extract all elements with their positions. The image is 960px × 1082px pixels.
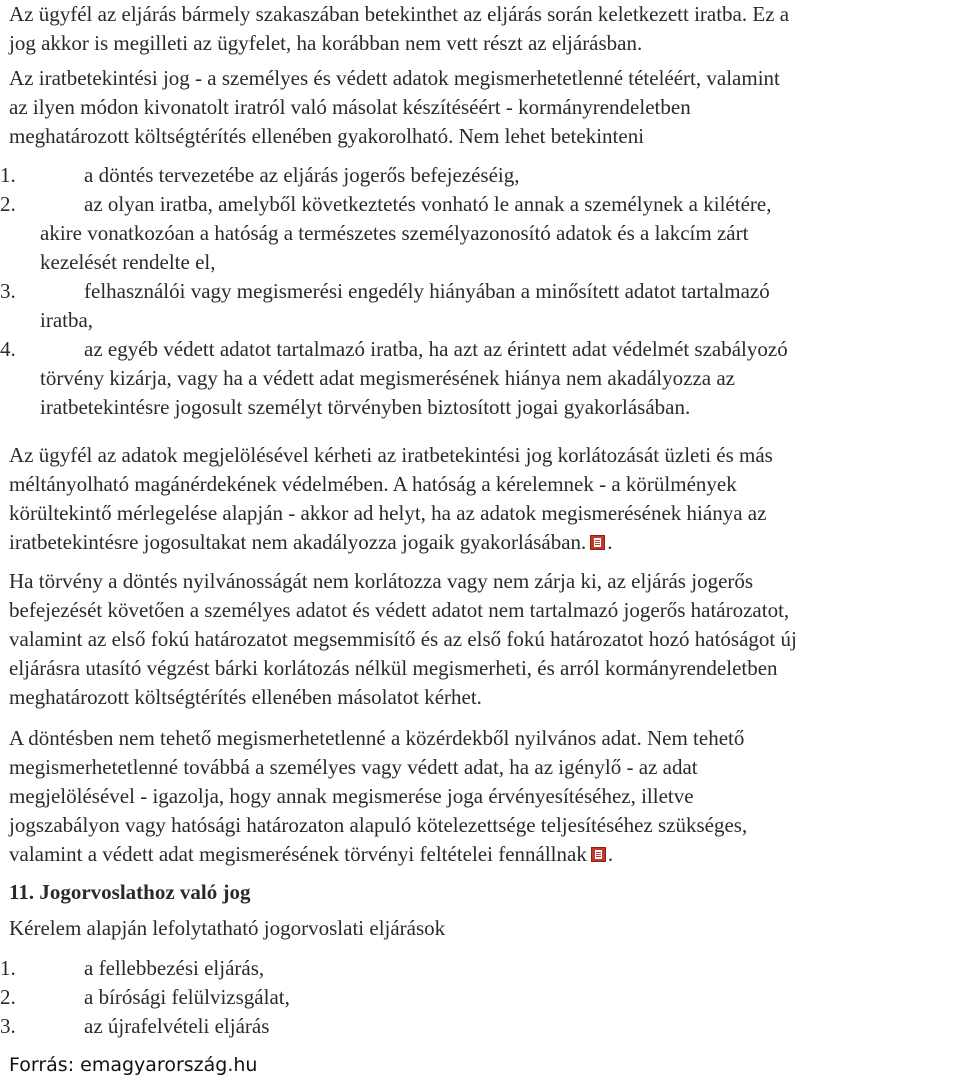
list-item xyxy=(0,277,950,335)
list-item-text: akire vonatkozóan a hatóság a természetes személyazonosító adatok és a lakcím zárt xyxy=(40,221,749,245)
list-item-text: felhasználói vagy megismerési engedély hiányában a minősített adatot tartalmazó xyxy=(84,279,770,303)
list-item-text: az olyan iratba, amelyből következtetés vonható le annak a személynek a kilétére, xyxy=(84,192,772,216)
list-item-text: kezelését rendelte el, xyxy=(40,250,216,274)
exceptions-list xyxy=(0,161,950,422)
text-line: eljárásra utasító végzést bárki korlátozás nélkül megismerheti, és arról kormányrendeletben xyxy=(9,656,778,680)
list-item xyxy=(0,190,950,277)
text-line: megismerhetetlenné továbbá a személyes vagy védett adat, ha az igénylő - az adat xyxy=(9,755,698,779)
text-fragment: valamint a védett adat megismerésének törvényi feltételei fennállnak xyxy=(9,842,587,866)
section-heading: 11. Jogorvoslathoz való jog xyxy=(9,880,251,904)
paragraph-iratbetekintes-ugyfel xyxy=(9,0,949,58)
list-item-text: iratbetekintésre jogosult személyt törvényben biztosított jogai gyakorlásában. xyxy=(40,395,691,419)
sentence-period: . xyxy=(607,842,614,866)
list-item-text: a bírósági felülvizsgálat, xyxy=(84,985,290,1009)
text-line: az ilyen módon kivonatolt iratról való másolat készítéséért - kormányrendeletben xyxy=(9,95,691,119)
footnote-link-icon[interactable] xyxy=(590,535,605,550)
text-line xyxy=(9,840,949,869)
paragraph-nyilvanossag xyxy=(9,567,949,712)
text-line: jog akkor is megilleti az ügyfelet, ha korábban nem vett részt az eljárásban. xyxy=(9,31,643,55)
text-line: Az ügyfél az adatok megjelölésével kérheti az iratbetekintési jog korlátozását üzleti és más xyxy=(9,443,773,467)
section-intro: Kérelem alapján lefolytatható jogorvoslati eljárások xyxy=(9,916,446,940)
list-item xyxy=(0,335,950,422)
text-fragment: iratbetekintésre jogosultakat nem akadályozza jogaik gyakorlásában. xyxy=(9,530,587,554)
text-line xyxy=(9,528,949,557)
text-line: megjelölésével - igazolja, hogy annak megismerése joga érvényesítéséhez, illetve xyxy=(9,784,694,808)
list-item-text: törvény kizárja, vagy ha a védett adat megismerésének hiánya nem akadályozza az xyxy=(40,366,735,390)
text-line: meghatározott költségtérítés ellenében gyakorolható. Nem lehet betekinteni xyxy=(9,124,645,148)
list-item-number: 1. xyxy=(0,956,16,980)
list-item-number: 3. xyxy=(0,1014,16,1038)
text-line: Az iratbetekintési jog - a személyes és védett adatok megismerhetetlenné tételéért, valamint xyxy=(9,66,780,90)
paragraph-kozerdek xyxy=(9,724,949,869)
text-line: A döntésben nem tehető megismerhetetlenné a közérdekből nyilvános adat. Nem tehető xyxy=(9,726,745,750)
list-item-text: az egyéb védett adatot tartalmazó iratba, ha azt az érintett adat védelmét szabályozó xyxy=(84,337,788,361)
list-item-text: az újrafelvételi eljárás xyxy=(84,1014,270,1038)
footnote-link-icon[interactable] xyxy=(591,847,606,862)
paragraph-korlatozas xyxy=(9,441,949,557)
text-line: Ha törvény a döntés nyilvánosságát nem korlátozza vagy nem zárja ki, az eljárás jogerős xyxy=(9,569,754,593)
text-line: méltányolható magánérdekének védelmében. A hatóság a kérelemnek - a körülmények xyxy=(9,472,737,496)
text-line: valamint az első fokú határozatot megsemmisítő és az első fokú határozatot hozó hatóságot új xyxy=(9,627,797,651)
list-item-number: 3. xyxy=(0,279,16,303)
list-item-text: a döntés tervezetébe az eljárás jogerős befejezéséig, xyxy=(84,163,520,187)
text-line: körültekintő mérlegelése alapján - akkor ad helyt, ha az adatok megismerésének hiánya az xyxy=(9,501,767,525)
list-item-number: 1. xyxy=(0,163,16,187)
text-line: Az ügyfél az eljárás bármely szakaszában betekinthet az eljárás során keletkezett iratba. Ez a xyxy=(9,2,790,26)
list-item-text: iratba, xyxy=(40,308,94,332)
sentence-period: . xyxy=(607,530,613,554)
list-item xyxy=(0,954,950,983)
text-line: meghatározott költségtérítés ellenében másolatot kérhet. xyxy=(9,685,482,709)
paragraph-iratbetekintesi-jog xyxy=(9,64,949,151)
list-item xyxy=(0,161,950,190)
list-item xyxy=(0,983,950,1012)
list-item-number: 2. xyxy=(0,985,16,1009)
text-line: befejezését követően a személyes adatot és védett adatot nem tartalmazó jogerős határozatot, xyxy=(9,598,790,622)
list-item-number: 4. xyxy=(0,337,16,361)
text-line: jogszabályon vagy hatósági határozaton alapuló kötelezettsége teljesítéséhez szükséges, xyxy=(9,813,748,837)
source-caption: Forrás: emagyarország.hu xyxy=(9,1054,258,1076)
remedies-list xyxy=(0,954,950,1041)
list-item-text: a fellebbezési eljárás, xyxy=(84,956,265,980)
list-item-number: 2. xyxy=(0,192,16,216)
list-item xyxy=(0,1012,950,1041)
